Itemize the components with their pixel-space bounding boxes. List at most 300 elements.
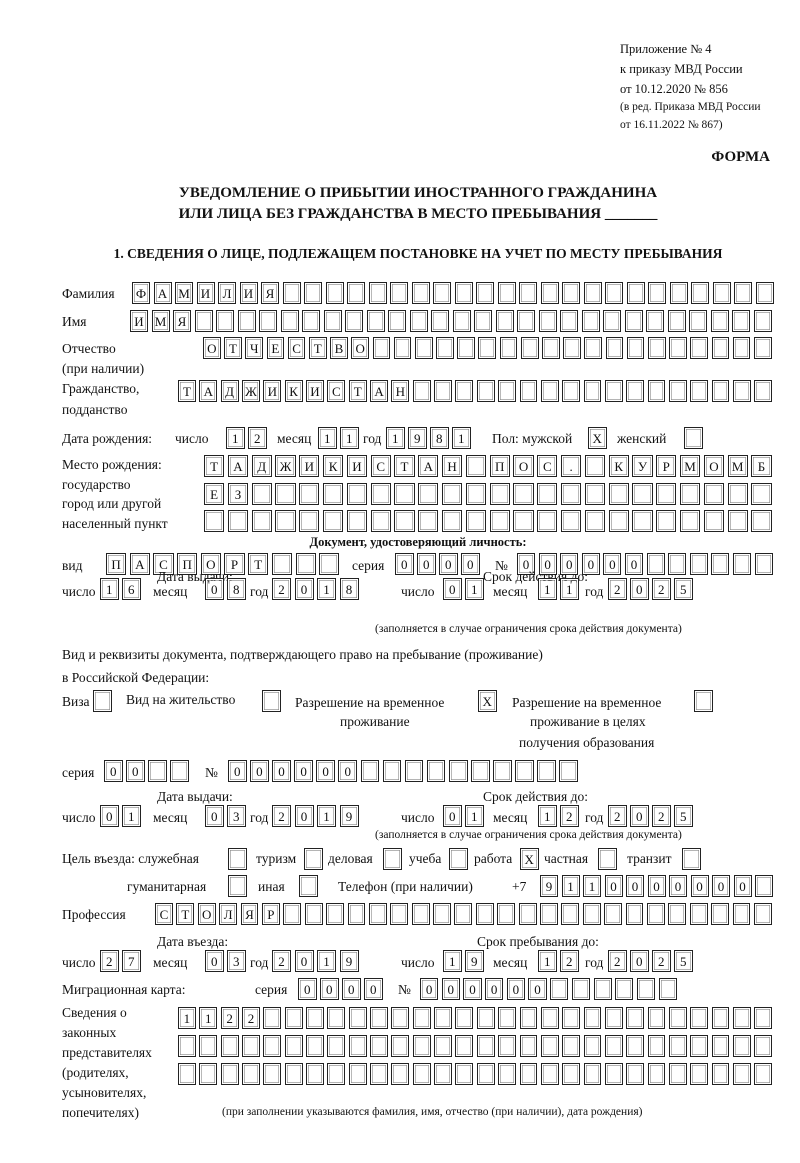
char-cell[interactable] — [242, 1063, 260, 1085]
char-cell[interactable] — [734, 282, 752, 304]
char-cell[interactable] — [690, 903, 708, 925]
char-cell[interactable] — [391, 1007, 409, 1029]
char-cell[interactable]: О — [203, 337, 221, 359]
char-cell[interactable] — [305, 903, 323, 925]
char-cell[interactable]: Т — [309, 337, 327, 359]
char-cell[interactable] — [754, 1007, 772, 1029]
char-cell[interactable]: С — [153, 553, 173, 575]
name-field[interactable] — [130, 310, 775, 332]
char-cell[interactable] — [537, 483, 557, 505]
char-cell[interactable]: 2 — [608, 805, 627, 827]
id-series-field[interactable] — [395, 553, 483, 575]
char-cell[interactable]: З — [228, 483, 248, 505]
char-cell[interactable]: 0 — [295, 805, 314, 827]
char-cell[interactable]: Я — [261, 282, 279, 304]
char-cell[interactable] — [275, 483, 295, 505]
char-cell[interactable]: 0 — [320, 978, 339, 1000]
char-cell[interactable] — [347, 282, 365, 304]
char-cell[interactable]: 0 — [507, 978, 525, 1000]
char-cell[interactable] — [319, 553, 339, 575]
char-cell[interactable] — [283, 282, 301, 304]
char-cell[interactable]: Н — [391, 380, 409, 402]
char-cell[interactable] — [712, 1063, 730, 1085]
char-cell[interactable] — [449, 848, 468, 870]
char-cell[interactable] — [669, 337, 687, 359]
char-cell[interactable] — [391, 1035, 409, 1057]
char-cell[interactable]: 0 — [272, 760, 291, 782]
char-cell[interactable] — [648, 282, 666, 304]
char-cell[interactable]: 1 — [340, 427, 359, 449]
char-cell[interactable]: Ж — [242, 380, 260, 402]
char-cell[interactable] — [584, 282, 602, 304]
char-cell[interactable] — [515, 760, 534, 782]
char-cell[interactable] — [656, 483, 676, 505]
char-cell[interactable] — [326, 903, 344, 925]
char-cell[interactable]: Т — [176, 903, 194, 925]
char-cell[interactable]: В — [330, 337, 348, 359]
res-issue-day-field[interactable] — [100, 805, 144, 827]
char-cell[interactable] — [542, 337, 560, 359]
char-cell[interactable]: 2 — [100, 950, 119, 972]
char-cell[interactable]: Д — [252, 455, 272, 477]
char-cell[interactable] — [669, 380, 687, 402]
char-cell[interactable]: 0 — [691, 875, 709, 897]
char-cell[interactable] — [199, 1035, 217, 1057]
char-cell[interactable] — [541, 1063, 559, 1085]
char-cell[interactable] — [690, 553, 708, 575]
char-cell[interactable]: А — [199, 380, 217, 402]
char-cell[interactable] — [466, 483, 486, 505]
char-cell[interactable] — [704, 483, 724, 505]
char-cell[interactable] — [323, 510, 343, 532]
char-cell[interactable] — [648, 1007, 666, 1029]
char-cell[interactable]: 2 — [221, 1007, 239, 1029]
char-cell[interactable] — [347, 510, 367, 532]
char-cell[interactable] — [563, 337, 581, 359]
char-cell[interactable] — [751, 510, 771, 532]
char-cell[interactable]: 0 — [205, 805, 224, 827]
char-cell[interactable] — [477, 1063, 495, 1085]
sex-female-checkbox[interactable] — [684, 427, 706, 449]
char-cell[interactable]: 0 — [517, 553, 535, 575]
char-cell[interactable] — [433, 282, 451, 304]
residence-permit-checkbox[interactable] — [262, 690, 284, 712]
char-cell[interactable]: 0 — [630, 950, 649, 972]
char-cell[interactable] — [242, 1035, 260, 1057]
char-cell[interactable]: 5 — [674, 805, 693, 827]
char-cell[interactable] — [390, 282, 408, 304]
char-cell[interactable] — [712, 337, 730, 359]
char-cell[interactable]: М — [728, 455, 748, 477]
char-cell[interactable] — [442, 510, 462, 532]
char-cell[interactable]: 9 — [340, 950, 359, 972]
char-cell[interactable]: Я — [241, 903, 259, 925]
char-cell[interactable] — [324, 310, 342, 332]
id-valid-year-field[interactable] — [608, 578, 696, 600]
char-cell[interactable] — [584, 1035, 602, 1057]
char-cell[interactable] — [562, 1007, 580, 1029]
char-cell[interactable] — [562, 380, 580, 402]
char-cell[interactable]: 0 — [605, 875, 623, 897]
char-cell[interactable]: 2 — [272, 578, 291, 600]
char-cell[interactable] — [391, 1063, 409, 1085]
char-cell[interactable] — [625, 310, 643, 332]
char-cell[interactable] — [283, 903, 301, 925]
char-cell[interactable] — [689, 310, 707, 332]
char-cell[interactable] — [626, 1063, 644, 1085]
char-cell[interactable] — [584, 380, 602, 402]
char-cell[interactable]: 3 — [227, 805, 246, 827]
char-cell[interactable]: 1 — [226, 427, 245, 449]
char-cell[interactable]: 0 — [295, 950, 314, 972]
char-cell[interactable]: 5 — [674, 578, 693, 600]
char-cell[interactable] — [454, 903, 472, 925]
purpose-humanitarian-checkbox[interactable] — [228, 875, 250, 897]
char-cell[interactable]: Т — [178, 380, 196, 402]
char-cell[interactable] — [541, 380, 559, 402]
char-cell[interactable] — [648, 337, 666, 359]
char-cell[interactable] — [433, 903, 451, 925]
char-cell[interactable] — [603, 310, 621, 332]
char-cell[interactable]: 2 — [272, 950, 291, 972]
char-cell[interactable] — [637, 978, 655, 1000]
char-cell[interactable] — [585, 455, 605, 477]
char-cell[interactable]: 0 — [294, 760, 313, 782]
char-cell[interactable] — [609, 483, 629, 505]
char-cell[interactable] — [490, 510, 510, 532]
char-cell[interactable] — [418, 483, 438, 505]
char-cell[interactable] — [477, 1035, 495, 1057]
char-cell[interactable]: 2 — [608, 950, 627, 972]
until-month-field[interactable] — [538, 950, 582, 972]
char-cell[interactable] — [754, 310, 772, 332]
citizenship-field[interactable] — [178, 380, 776, 402]
char-cell[interactable] — [436, 337, 454, 359]
char-cell[interactable] — [306, 1007, 324, 1029]
char-cell[interactable] — [304, 282, 322, 304]
until-year-field[interactable] — [608, 950, 696, 972]
char-cell[interactable]: А — [228, 455, 248, 477]
char-cell[interactable] — [373, 337, 391, 359]
char-cell[interactable]: 2 — [242, 1007, 260, 1029]
char-cell[interactable]: 0 — [342, 978, 361, 1000]
char-cell[interactable] — [585, 483, 605, 505]
birthplace-field-3[interactable] — [204, 510, 775, 532]
char-cell[interactable] — [754, 337, 772, 359]
entry-month-field[interactable] — [205, 950, 249, 972]
char-cell[interactable] — [410, 310, 428, 332]
char-cell[interactable] — [442, 483, 462, 505]
char-cell[interactable]: 0 — [626, 875, 644, 897]
char-cell[interactable] — [751, 483, 771, 505]
char-cell[interactable] — [490, 483, 510, 505]
char-cell[interactable]: 6 — [122, 578, 141, 600]
char-cell[interactable]: 0 — [100, 805, 119, 827]
char-cell[interactable] — [383, 760, 402, 782]
char-cell[interactable]: О — [513, 455, 533, 477]
id-issue-month-field[interactable] — [205, 578, 249, 600]
temp-permit-checkbox[interactable] — [478, 690, 500, 712]
purpose-transit-checkbox[interactable] — [682, 848, 704, 870]
char-cell[interactable]: И — [197, 282, 215, 304]
char-cell[interactable] — [370, 1063, 388, 1085]
char-cell[interactable]: 9 — [540, 875, 558, 897]
char-cell[interactable]: 1 — [122, 805, 141, 827]
char-cell[interactable] — [327, 1063, 345, 1085]
char-cell[interactable]: 1 — [100, 578, 119, 600]
reps-field-1[interactable] — [178, 1007, 776, 1029]
char-cell[interactable] — [466, 455, 486, 477]
char-cell[interactable] — [733, 1035, 751, 1057]
res-number-field[interactable] — [228, 760, 582, 782]
char-cell[interactable]: 2 — [248, 427, 267, 449]
char-cell[interactable] — [690, 1007, 708, 1029]
char-cell[interactable] — [690, 380, 708, 402]
char-cell[interactable]: 1 — [465, 578, 484, 600]
char-cell[interactable] — [520, 1007, 538, 1029]
char-cell[interactable] — [252, 510, 272, 532]
res-series-field[interactable] — [104, 760, 192, 782]
char-cell[interactable] — [476, 903, 494, 925]
char-cell[interactable] — [691, 282, 709, 304]
char-cell[interactable] — [415, 337, 433, 359]
char-cell[interactable] — [609, 510, 629, 532]
char-cell[interactable]: 2 — [652, 805, 671, 827]
char-cell[interactable]: О — [351, 337, 369, 359]
char-cell[interactable] — [323, 483, 343, 505]
char-cell[interactable] — [605, 1007, 623, 1029]
char-cell[interactable]: Т — [224, 337, 242, 359]
char-cell[interactable] — [412, 282, 430, 304]
char-cell[interactable] — [733, 1063, 751, 1085]
char-cell[interactable] — [521, 337, 539, 359]
char-cell[interactable] — [178, 1063, 196, 1085]
char-cell[interactable] — [371, 510, 391, 532]
char-cell[interactable] — [584, 1007, 602, 1029]
char-cell[interactable] — [626, 1035, 644, 1057]
char-cell[interactable] — [584, 1063, 602, 1085]
char-cell[interactable]: 2 — [652, 578, 671, 600]
char-cell[interactable] — [306, 1035, 324, 1057]
char-cell[interactable] — [221, 1063, 239, 1085]
char-cell[interactable] — [733, 903, 751, 925]
char-cell[interactable] — [680, 483, 700, 505]
char-cell[interactable] — [228, 848, 247, 870]
char-cell[interactable]: Ж — [275, 455, 295, 477]
char-cell[interactable]: 8 — [340, 578, 359, 600]
char-cell[interactable]: 0 — [669, 875, 687, 897]
id-valid-month-field[interactable] — [538, 578, 582, 600]
char-cell[interactable] — [669, 1007, 687, 1029]
char-cell[interactable] — [476, 282, 494, 304]
char-cell[interactable] — [626, 1007, 644, 1029]
char-cell[interactable] — [513, 483, 533, 505]
char-cell[interactable]: 0 — [630, 805, 649, 827]
char-cell[interactable]: 8 — [430, 427, 449, 449]
char-cell[interactable] — [732, 310, 750, 332]
char-cell[interactable]: Е — [267, 337, 285, 359]
char-cell[interactable]: А — [130, 553, 150, 575]
char-cell[interactable] — [394, 337, 412, 359]
char-cell[interactable]: X — [588, 427, 607, 449]
char-cell[interactable]: 0 — [528, 978, 546, 1000]
char-cell[interactable]: . — [561, 455, 581, 477]
char-cell[interactable] — [383, 848, 402, 870]
char-cell[interactable] — [561, 510, 581, 532]
char-cell[interactable]: 0 — [442, 978, 460, 1000]
char-cell[interactable] — [627, 282, 645, 304]
char-cell[interactable]: Т — [248, 553, 268, 575]
char-cell[interactable] — [449, 760, 468, 782]
char-cell[interactable]: 0 — [603, 553, 621, 575]
char-cell[interactable]: М — [152, 310, 170, 332]
char-cell[interactable] — [413, 1007, 431, 1029]
temp-edu-checkbox[interactable] — [694, 690, 716, 712]
char-cell[interactable]: 0 — [560, 553, 578, 575]
char-cell[interactable] — [647, 903, 665, 925]
char-cell[interactable] — [285, 1063, 303, 1085]
char-cell[interactable]: М — [175, 282, 193, 304]
until-day-field[interactable] — [443, 950, 487, 972]
char-cell[interactable] — [199, 1063, 217, 1085]
char-cell[interactable] — [498, 282, 516, 304]
char-cell[interactable] — [615, 978, 633, 1000]
char-cell[interactable]: 0 — [439, 553, 458, 575]
char-cell[interactable] — [394, 510, 414, 532]
char-cell[interactable] — [455, 1007, 473, 1029]
char-cell[interactable]: 0 — [539, 553, 557, 575]
migration-series-field[interactable] — [298, 978, 386, 1000]
char-cell[interactable] — [369, 903, 387, 925]
char-cell[interactable] — [302, 310, 320, 332]
char-cell[interactable]: 0 — [338, 760, 357, 782]
char-cell[interactable] — [349, 1007, 367, 1029]
char-cell[interactable]: М — [680, 455, 700, 477]
id-issue-year-field[interactable] — [272, 578, 362, 600]
char-cell[interactable] — [455, 282, 473, 304]
char-cell[interactable]: 8 — [227, 578, 246, 600]
migration-number-field[interactable] — [420, 978, 680, 1000]
char-cell[interactable]: 1 — [465, 805, 484, 827]
char-cell[interactable]: 1 — [583, 875, 601, 897]
char-cell[interactable]: К — [609, 455, 629, 477]
char-cell[interactable] — [204, 510, 224, 532]
char-cell[interactable] — [626, 380, 644, 402]
char-cell[interactable] — [519, 282, 537, 304]
sex-male-checkbox[interactable] — [588, 427, 610, 449]
char-cell[interactable]: 1 — [452, 427, 471, 449]
char-cell[interactable] — [299, 483, 319, 505]
char-cell[interactable]: 2 — [652, 950, 671, 972]
char-cell[interactable] — [466, 510, 486, 532]
char-cell[interactable] — [541, 282, 559, 304]
purpose-business-checkbox[interactable] — [383, 848, 405, 870]
char-cell[interactable]: 0 — [420, 978, 438, 1000]
char-cell[interactable]: 0 — [734, 875, 752, 897]
char-cell[interactable] — [347, 483, 367, 505]
visa-checkbox[interactable] — [93, 690, 115, 712]
char-cell[interactable] — [572, 978, 590, 1000]
char-cell[interactable] — [413, 380, 431, 402]
char-cell[interactable]: 0 — [630, 578, 649, 600]
char-cell[interactable]: И — [299, 455, 319, 477]
char-cell[interactable] — [711, 310, 729, 332]
reps-field-3[interactable] — [178, 1063, 776, 1085]
char-cell[interactable]: Ч — [245, 337, 263, 359]
char-cell[interactable] — [275, 510, 295, 532]
char-cell[interactable] — [477, 1007, 495, 1029]
char-cell[interactable] — [370, 1007, 388, 1029]
char-cell[interactable]: Р — [224, 553, 244, 575]
char-cell[interactable] — [361, 760, 380, 782]
char-cell[interactable]: О — [704, 455, 724, 477]
char-cell[interactable] — [647, 553, 665, 575]
char-cell[interactable]: 0 — [485, 978, 503, 1000]
char-cell[interactable]: 1 — [178, 1007, 196, 1029]
char-cell[interactable] — [519, 903, 537, 925]
char-cell[interactable]: Т — [349, 380, 367, 402]
char-cell[interactable] — [537, 510, 557, 532]
char-cell[interactable] — [605, 1063, 623, 1085]
char-cell[interactable] — [606, 337, 624, 359]
char-cell[interactable] — [713, 282, 731, 304]
char-cell[interactable]: К — [323, 455, 343, 477]
char-cell[interactable]: 0 — [126, 760, 145, 782]
char-cell[interactable]: К — [285, 380, 303, 402]
char-cell[interactable]: 9 — [465, 950, 484, 972]
char-cell[interactable] — [427, 760, 446, 782]
birth-year-field[interactable] — [386, 427, 474, 449]
char-cell[interactable]: 0 — [625, 553, 643, 575]
birthplace-field-2[interactable] — [204, 483, 775, 505]
char-cell[interactable] — [712, 1035, 730, 1057]
char-cell[interactable] — [728, 483, 748, 505]
char-cell[interactable]: С — [327, 380, 345, 402]
char-cell[interactable]: 5 — [674, 950, 693, 972]
char-cell[interactable] — [285, 1007, 303, 1029]
char-cell[interactable]: 1 — [538, 805, 557, 827]
char-cell[interactable] — [272, 553, 292, 575]
char-cell[interactable] — [584, 337, 602, 359]
char-cell[interactable]: И — [130, 310, 148, 332]
char-cell[interactable] — [539, 310, 557, 332]
char-cell[interactable] — [216, 310, 234, 332]
char-cell[interactable] — [263, 1007, 281, 1029]
char-cell[interactable] — [585, 510, 605, 532]
birth-day-field[interactable] — [226, 427, 270, 449]
char-cell[interactable] — [498, 1007, 516, 1029]
char-cell[interactable] — [648, 380, 666, 402]
char-cell[interactable] — [520, 1035, 538, 1057]
char-cell[interactable] — [434, 1007, 452, 1029]
char-cell[interactable]: 0 — [205, 578, 224, 600]
char-cell[interactable] — [263, 1035, 281, 1057]
char-cell[interactable]: 2 — [560, 950, 579, 972]
char-cell[interactable] — [520, 380, 538, 402]
char-cell[interactable]: П — [106, 553, 126, 575]
char-cell[interactable] — [478, 337, 496, 359]
char-cell[interactable]: 1 — [562, 875, 580, 897]
char-cell[interactable] — [711, 903, 729, 925]
char-cell[interactable]: П — [490, 455, 510, 477]
char-cell[interactable] — [540, 903, 558, 925]
char-cell[interactable] — [418, 510, 438, 532]
char-cell[interactable]: Л — [219, 903, 237, 925]
purpose-private-checkbox[interactable] — [598, 848, 620, 870]
char-cell[interactable]: 0 — [461, 553, 480, 575]
char-cell[interactable]: Т — [204, 455, 224, 477]
char-cell[interactable] — [455, 1035, 473, 1057]
